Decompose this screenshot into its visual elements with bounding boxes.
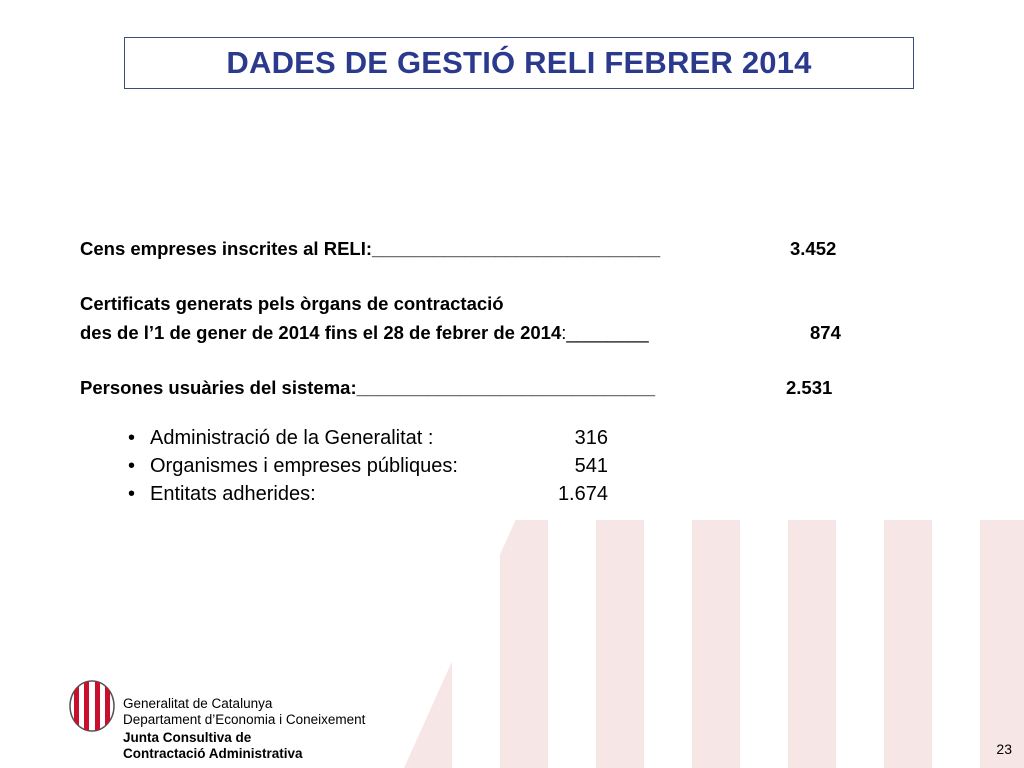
page-number: 23 — [996, 741, 1012, 757]
title-box — [124, 37, 914, 89]
cert-label-line-1: Certificats generats pels òrgans de contractació — [80, 293, 504, 314]
user-breakdown-list — [128, 424, 880, 508]
list-item — [128, 452, 880, 480]
footer-sub-1: Junta Consultiva de — [123, 730, 252, 745]
cert-label-line-2-tail: :________ — [561, 322, 649, 343]
footer-dept: Departament d’Economia i Coneixement — [123, 712, 366, 727]
page-title: DADES DE GESTIÓ RELI FEBRER 2014 — [226, 45, 812, 80]
cens-value: 3.452 — [790, 238, 837, 259]
list-item-label: Administració de la Generalitat : — [150, 427, 434, 449]
spacer — [80, 263, 880, 289]
footer-sub-2: Contractació Administrativa — [123, 746, 303, 761]
list-item — [128, 424, 880, 452]
list-item-label: Organismes i empreses públiques: — [150, 455, 458, 477]
persones-value: 2.531 — [786, 377, 833, 398]
bullet-icon: • — [128, 455, 136, 477]
cens-row — [80, 234, 880, 263]
cert-label-line-2: des de l’1 de gener de 2014 fins el 28 de febrer de 2014 — [80, 322, 562, 343]
bullet-icon: • — [128, 483, 136, 505]
list-item-label: Entitats adherides: — [150, 483, 316, 505]
persones-label: Persones usuàries del sistema:_____________________________ — [80, 377, 655, 398]
content — [80, 234, 880, 508]
footer-text — [123, 696, 365, 762]
background-stripes — [404, 520, 1024, 768]
list-item-value: 316 — [574, 427, 608, 449]
cert-value: 874 — [810, 322, 841, 343]
spacer — [80, 347, 880, 373]
list-item — [128, 480, 880, 508]
footer-org: Generalitat de Catalunya — [123, 696, 273, 711]
cert-row-2 — [80, 318, 880, 347]
persones-row — [80, 373, 880, 402]
generalitat-emblem-icon — [68, 680, 116, 732]
bullet-icon: • — [128, 427, 136, 449]
cens-label: Cens empreses inscrites al RELI:____________________________ — [80, 238, 661, 259]
cert-row-1 — [80, 289, 880, 318]
list-item-value: 541 — [574, 455, 608, 477]
list-item-value: 1.674 — [557, 483, 608, 505]
